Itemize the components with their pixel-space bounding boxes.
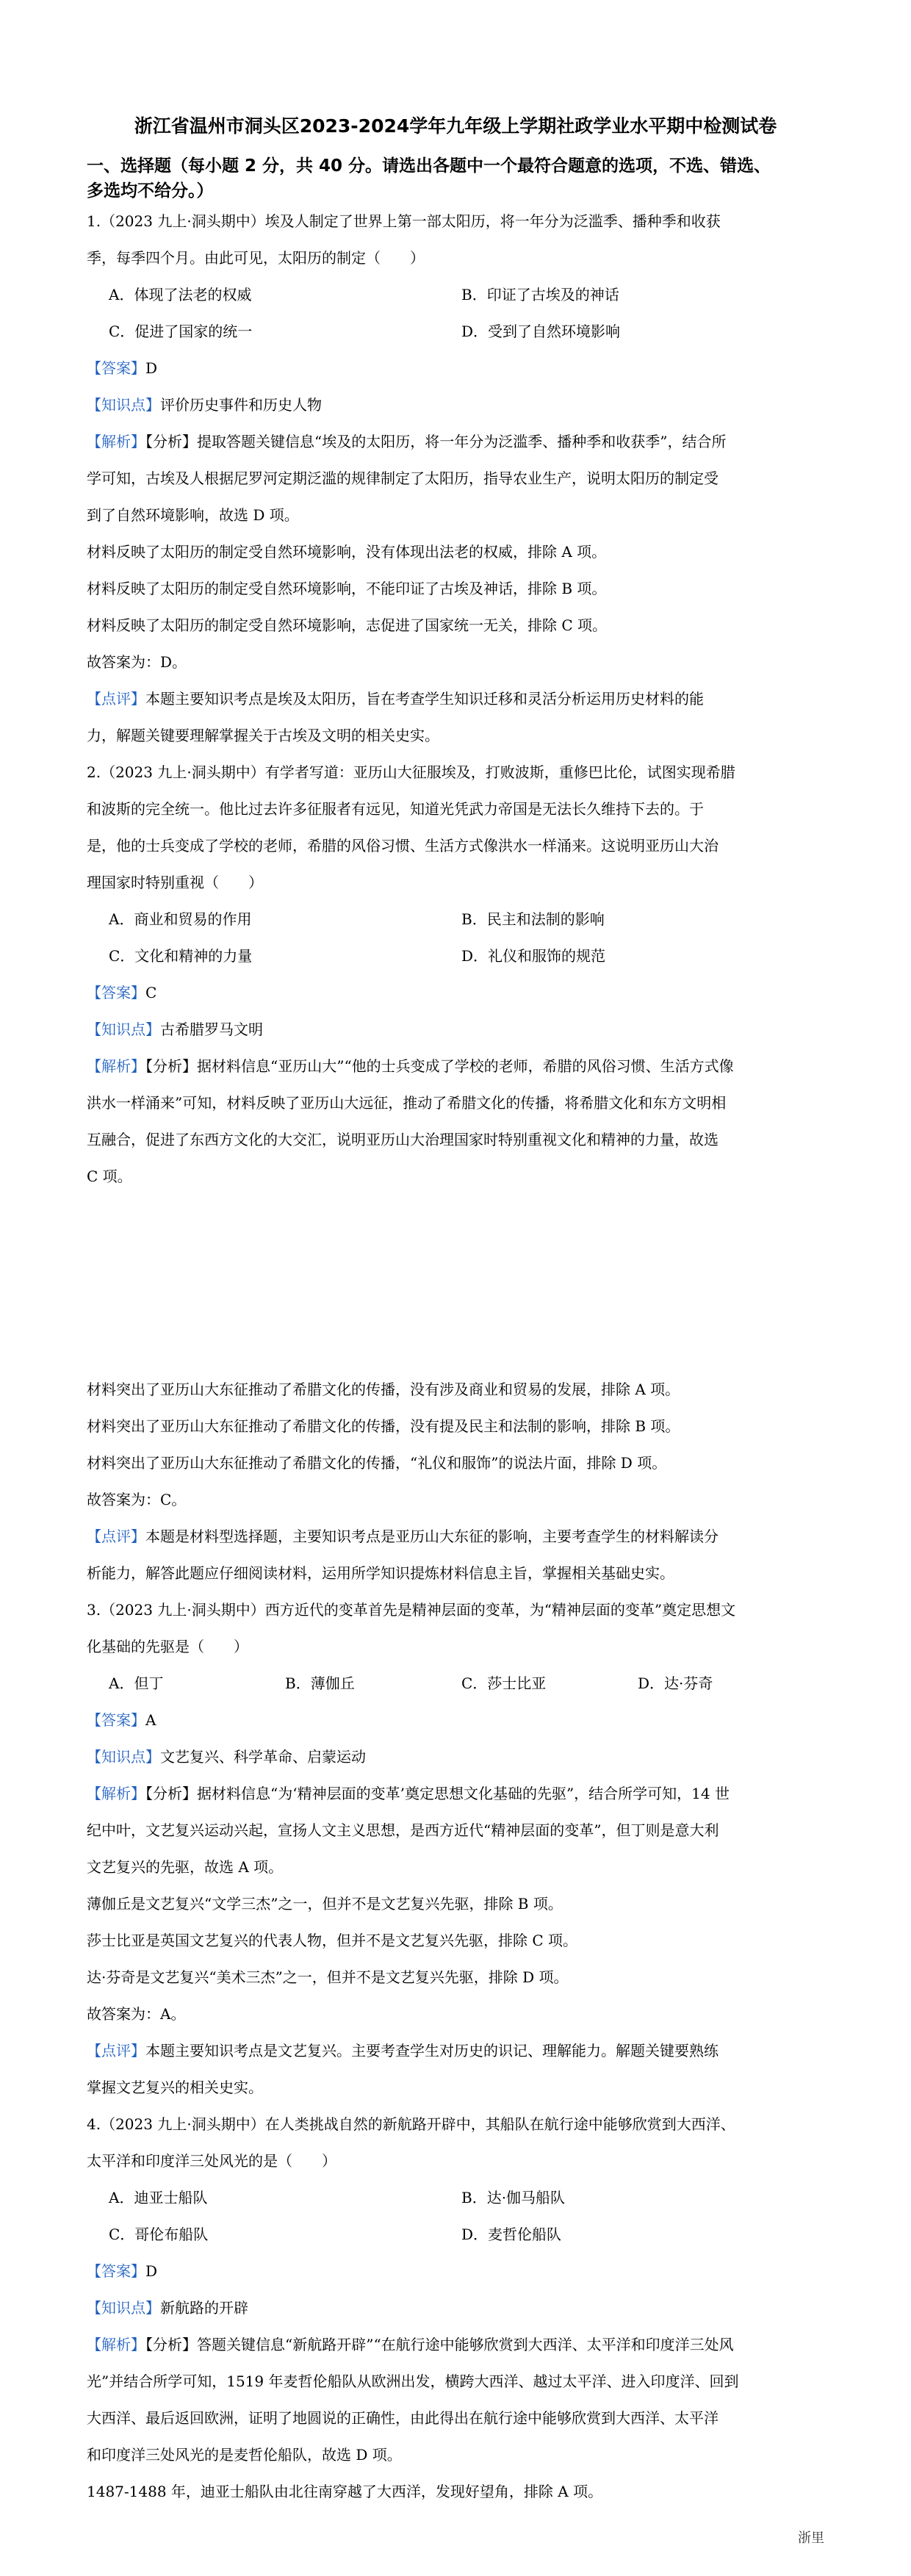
q4-option-c: C．哥伦布船队 [109, 2226, 209, 2243]
review-label: 【点评】 [87, 690, 145, 708]
review-label: 【点评】 [87, 2042, 145, 2059]
q1-option-d: D．受到了自然环境影响 [461, 323, 621, 340]
section-heading-line-2: 多选均不给分。） [87, 181, 214, 201]
q4-analysis-text-1: 【分析】答题关键信息“新航路开辟”“在航行途中能够欣赏到大西洋、太平洋和印度洋三处风 [145, 2336, 734, 2353]
q1-review-text-1: 本题主要知识考点是埃及太阳历，旨在考查学生知识迁移和灵活分析运用历史材料的能 [145, 690, 704, 708]
q3-analysis-text-1: 【分析】据材料信息“为‘精神层面的变革’奠定思想文化基础的先驱”，结合所学可知，14 世 [145, 1785, 730, 1802]
q1-knowledge-value: 评价历史事件和历史人物 [160, 396, 322, 414]
q1-option-c: C．促进了国家的统一 [109, 323, 253, 340]
q1-answer-value: D [145, 359, 158, 377]
q4-analysis-line-2: 光”并结合所学可知，1519 年麦哲伦船队从欧洲出发，横跨大西洋、越过太平洋、进入印度洋、回到 [87, 2372, 739, 2390]
q4-answer [87, 2260, 829, 2282]
q3-exclusion-1: 薄伽丘是文艺复兴“文学三杰”之一，但并不是文艺复兴先驱，排除 B 项。 [87, 1895, 563, 1913]
q3-analysis-line-2: 纪中叶，文艺复兴运动兴起，宣扬人文主义思想，是西方近代“精神层面的变革”，但丁则是意大利 [87, 1821, 719, 1839]
q3-exclusion-2: 莎士比亚是英国文艺复兴的代表人物，但并不是文艺复兴先驱，排除 C 项。 [87, 1932, 578, 1949]
q3-analysis-line-1 [87, 1782, 829, 1805]
q4-analysis-line-1 [87, 2334, 829, 2356]
q2-option-a: A．商业和贸易的作用 [109, 910, 252, 928]
q2-review-text-1: 本题是材料型选择题，主要知识考点是亚历山大东征的影响，主要考查学生的材料解读分 [145, 1528, 719, 1545]
q2-option-d: D．礼仪和服饰的规范 [461, 947, 606, 965]
q3-option-d: D．达·芬奇 [638, 1674, 713, 1692]
q4-option-a: A．迪亚士船队 [109, 2189, 208, 2206]
q4-option-d: D．麦哲伦船队 [461, 2226, 562, 2243]
q1-stem-line-1: 1.（2023 九上·洞头期中）埃及人制定了世界上第一部太阳历，将一年分为泛滥季、播种季和收获 [87, 212, 721, 230]
q2-answer [87, 982, 829, 1004]
answer-label: 【答案】 [87, 359, 145, 377]
q4-analysis-line-4: 和印度洋三处风光的是麦哲伦船队，故选 D 项。 [87, 2446, 402, 2464]
q2-knowledge [87, 1018, 829, 1040]
q1-answer [87, 357, 829, 379]
q3-option-c: C．莎士比亚 [461, 1674, 547, 1692]
q3-option-b: B．薄伽丘 [285, 1674, 355, 1692]
q4-stem-line-1: 4.（2023 九上·洞头期中）在人类挑战自然的新航路开辟中，其船队在航行途中能够欣赏到大西洋、 [87, 2115, 735, 2133]
q3-review-text-1: 本题主要知识考点是文艺复兴。主要考查学生对历史的识记、理解能力。解题关键要熟练 [145, 2042, 719, 2059]
q3-knowledge [87, 1746, 829, 1768]
q1-review-line-2: 力，解题关键要理解掌握关于古埃及文明的相关史实。 [87, 727, 439, 744]
q1-analysis-line-1 [87, 431, 829, 453]
q2-analysis-text-1: 【分析】据材料信息“亚历山大”“他的士兵变成了学校的老师，希腊的风俗习惯、生活方式像 [145, 1057, 734, 1075]
q1-analysis-line-2: 学可知，古埃及人根据尼罗河定期泛滥的规律制定了太阳历，指导农业生产，说明太阳历的制定受 [87, 469, 719, 487]
q4-option-b: B．达·伽马船队 [461, 2189, 566, 2206]
page-title: 浙江省温州市洞头区2023-2024学年九年级上学期社政学业水平期中检测试卷 [134, 115, 777, 137]
page-footer-mark: 浙里 [798, 2530, 824, 2546]
q1-final-answer: 故答案为：D。 [87, 653, 187, 671]
analysis-label: 【解析】 [87, 1785, 145, 1802]
analysis-label: 【解析】 [87, 2336, 145, 2353]
q1-option-a: A．体现了法老的权威 [109, 286, 252, 303]
q1-analysis-text-1: 【分析】提取答题关键信息“埃及的太阳历，将一年分为泛滥季、播种季和收获季”，结合所 [145, 433, 727, 450]
q2-option-b: B．民主和法制的影响 [461, 910, 605, 928]
q4-exclusion-1: 1487-1488 年，迪亚士船队由北往南穿越了大西洋，发现好望角，排除 A 项。 [87, 2483, 603, 2500]
q2-knowledge-value: 古希腊罗马文明 [160, 1021, 263, 1038]
q4-answer-value: D [145, 2262, 158, 2280]
q3-knowledge-value: 文艺复兴、科学革命、启蒙运动 [160, 1748, 366, 1766]
q1-exclusion-3: 材料反映了太阳历的制定受自然环境影响，志促进了国家统一无关，排除 C 项。 [87, 616, 608, 634]
knowledge-label: 【知识点】 [87, 2299, 160, 2317]
answer-label: 【答案】 [87, 1711, 145, 1729]
knowledge-label: 【知识点】 [87, 396, 160, 414]
q2-final-answer: 故答案为：C。 [87, 1491, 187, 1508]
q4-analysis-line-3: 大西洋、最后返回欧洲，证明了地圆说的正确性，由此得出在航行途中能够欣赏到大西洋、太平洋 [87, 2409, 719, 2427]
q3-review-line-2: 掌握文艺复兴的相关史实。 [87, 2079, 263, 2096]
q1-exclusion-1: 材料反映了太阳历的制定受自然环境影响，没有体现出法老的权威，排除 A 项。 [87, 543, 607, 561]
answer-label: 【答案】 [87, 2262, 145, 2280]
q3-analysis-line-3: 文艺复兴的先驱，故选 A 项。 [87, 1858, 284, 1876]
q1-exclusion-2: 材料反映了太阳历的制定受自然环境影响，不能印证了古埃及神话，排除 B 项。 [87, 580, 607, 597]
q1-option-b: B．印证了古埃及的神话 [461, 286, 619, 303]
section-heading-line-1: 一、选择题（每小题 2 分，共 40 分。请选出各题中一个最符合题意的选项，不选、错选、 [87, 156, 771, 176]
q2-review-line-2: 析能力，解答此题应仔细阅读材料，运用所学知识提炼材料信息主旨，掌握相关基础史实。 [87, 1564, 674, 1582]
knowledge-label: 【知识点】 [87, 1748, 160, 1766]
q2-stem-line-2: 和波斯的完全统一。他比过去许多征服者有远见，知道光凭武力帝国是无法长久维持下去的。于 [87, 800, 704, 818]
q3-option-a: A．但丁 [109, 1674, 164, 1692]
q3-answer-value: A [145, 1711, 156, 1729]
q2-option-c: C．文化和精神的力量 [109, 947, 253, 965]
q2-exclusion-1: 材料突出了亚历山大东征推动了希腊文化的传播，没有涉及商业和贸易的发展，排除 A 项。 [87, 1381, 680, 1398]
q3-answer [87, 1709, 829, 1731]
q3-exclusion-3: 达·芬奇是文艺复兴“美术三杰”之一，但并不是文艺复兴先驱，排除 D 项。 [87, 1968, 569, 1986]
q2-exclusion-3: 材料突出了亚历山大东征推动了希腊文化的传播，“礼仪和服饰”的说法片面，排除 D 项。 [87, 1454, 667, 1472]
analysis-label: 【解析】 [87, 433, 145, 450]
q2-stem-line-4: 理国家时特别重视（ ） [87, 874, 263, 891]
answer-label: 【答案】 [87, 984, 145, 1001]
q2-analysis-line-3: 互融合，促进了东西方文化的大交汇，说明亚历山大治理国家时特别重视文化和精神的力量，故选 [87, 1131, 719, 1148]
review-label: 【点评】 [87, 1528, 145, 1545]
q2-exclusion-2: 材料突出了亚历山大东征推动了希腊文化的传播，没有提及民主和法制的影响，排除 B 项。 [87, 1417, 680, 1435]
q2-review-line-1 [87, 1525, 829, 1547]
analysis-label: 【解析】 [87, 1057, 145, 1075]
q4-knowledge-value: 新航路的开辟 [160, 2299, 248, 2317]
q3-stem-line-2: 化基础的先驱是（ ） [87, 1638, 248, 1655]
q2-analysis-line-2: 洪水一样涌来”可知，材料反映了亚历山大远征，推动了希腊文化的传播，将希腊文化和东方文明相 [87, 1094, 727, 1112]
q3-final-answer: 故答案为：A。 [87, 2005, 186, 2023]
q3-stem-line-1: 3.（2023 九上·洞头期中）西方近代的变革首先是精神层面的变革，为“精神层面的变革”奠定思想文 [87, 1601, 736, 1619]
q4-stem-line-2: 太平洋和印度洋三处风光的是（ ） [87, 2152, 336, 2170]
q1-stem-line-2: 季，每季四个月。由此可见，太阳历的制定（ ） [87, 249, 425, 267]
q2-answer-value: C [145, 984, 157, 1001]
q1-analysis-line-3: 到了自然环境影响，故选 D 项。 [87, 506, 299, 524]
q2-analysis-line-1 [87, 1055, 829, 1077]
q3-review-line-1 [87, 2040, 829, 2062]
q2-stem-line-1: 2.（2023 九上·洞头期中）有学者写道：亚历山大征服埃及，打败波斯，重修巴比伦，试图实现希腊 [87, 763, 735, 781]
knowledge-label: 【知识点】 [87, 1021, 160, 1038]
q1-knowledge [87, 394, 829, 416]
q2-stem-line-3: 是，他的士兵变成了学校的老师，希腊的风俗习惯、生活方式像洪水一样涌来。这说明亚历山大治 [87, 837, 719, 855]
q2-analysis-line-4: C 项。 [87, 1168, 132, 1185]
q4-knowledge [87, 2297, 829, 2319]
q1-review-line-1 [87, 688, 829, 710]
